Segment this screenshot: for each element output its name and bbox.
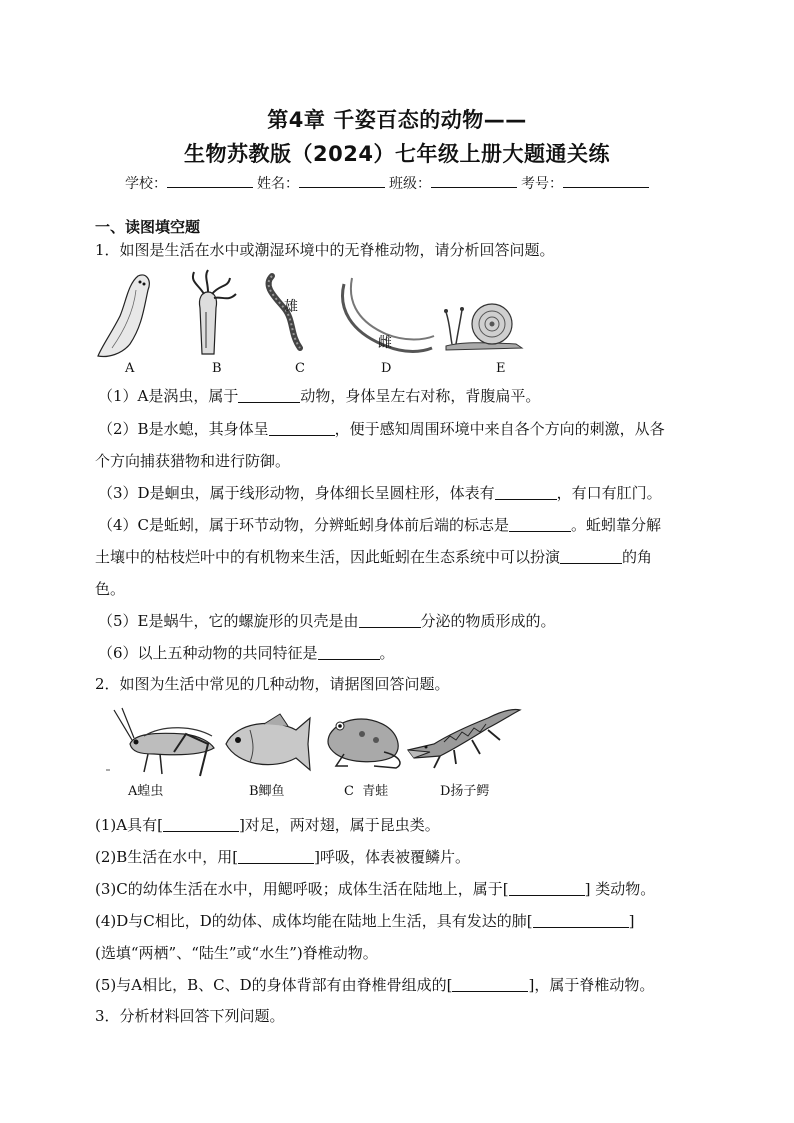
page-subtitle: 生物苏教版（2024）七年级上册大题通关练 bbox=[184, 142, 610, 166]
q2-part-3: (3)C的幼体生活在水中，用鳃呼吸；成体生活在陆地上，属于[ ] 类动物。 bbox=[95, 880, 656, 898]
class-field[interactable] bbox=[431, 173, 517, 188]
flatworm-drawing bbox=[98, 275, 149, 357]
invertebrates-figure bbox=[90, 268, 530, 368]
frog-drawing bbox=[328, 719, 400, 768]
question-2-stem: 2．如图为生活中常见的几种动物，请据图回答问题。 bbox=[95, 675, 450, 693]
exam-number-field[interactable] bbox=[563, 173, 649, 188]
answer-blank[interactable] bbox=[163, 817, 239, 832]
q1-part-3: （3）D是蛔虫，属于线形动物，身体细长呈圆柱形，体表有 ，有口有肛门。 bbox=[98, 484, 662, 502]
page-title: 第4章 千姿百态的动物—— bbox=[267, 108, 527, 132]
figure-label-c: C bbox=[295, 361, 305, 376]
answer-blank[interactable] bbox=[560, 549, 622, 564]
grasshopper-drawing bbox=[106, 708, 214, 776]
answer-blank[interactable] bbox=[509, 881, 585, 896]
q1-part-5: （5）E是蜗牛，它的螺旋形的贝壳是由 分泌的物质形成的。 bbox=[98, 612, 556, 630]
figure-label-e: E bbox=[496, 361, 506, 376]
q2-part-4: (4)D与C相比，D的幼体、成体均能在陆地上生活，具有发达的肺[ ] bbox=[95, 912, 635, 930]
figure-label-alligator: D扬子鳄 bbox=[440, 784, 490, 799]
q1-part-2-cont: 个方向捕获猎物和进行防御。 bbox=[95, 452, 291, 470]
q1-part-2: （2）B是水螅，其身体呈 ，便于感知周围环境中来自各个方向的刺激，从各 bbox=[98, 420, 665, 438]
name-field[interactable] bbox=[299, 173, 385, 188]
exam-number-label: 考号： bbox=[521, 176, 563, 192]
class-label: 班级： bbox=[389, 176, 431, 192]
q1-part-4-end: 色。 bbox=[95, 580, 126, 598]
figure-label-a: A bbox=[125, 361, 135, 376]
answer-blank[interactable] bbox=[452, 977, 528, 992]
figure-label-b: B bbox=[212, 361, 222, 376]
q2-part-4-cont: (选填“两栖”、“陆生”或“水生”)脊椎动物。 bbox=[95, 944, 378, 962]
q2-part-5: (5)与A相比，B、C、D的身体背部有由脊椎骨组成的[ ]，属于脊椎动物。 bbox=[95, 976, 655, 994]
figure-label-d: D bbox=[381, 361, 392, 376]
alligator-drawing bbox=[408, 709, 520, 768]
name-label: 姓名： bbox=[257, 176, 299, 192]
school-field[interactable] bbox=[167, 173, 253, 188]
question-3-stem: 3．分析材料回答下列问题。 bbox=[95, 1007, 285, 1025]
answer-blank[interactable] bbox=[533, 913, 629, 928]
snail-drawing bbox=[444, 304, 522, 350]
answer-blank[interactable] bbox=[238, 849, 314, 864]
section-heading: 一、读图填空题 bbox=[95, 218, 201, 236]
answer-blank[interactable] bbox=[359, 613, 421, 628]
female-mark: 雌 bbox=[378, 335, 392, 351]
crucian-carp-drawing bbox=[226, 714, 310, 770]
answer-blank[interactable] bbox=[509, 517, 571, 532]
hydra-drawing bbox=[193, 270, 236, 354]
figure-label-frog: C 青蛙 bbox=[344, 784, 389, 799]
school-label: 学校： bbox=[125, 176, 167, 192]
q2-part-2: (2)B生活在水中，用[ ]呼吸，体表被覆鳞片。 bbox=[95, 848, 470, 866]
figure-label-carp: B鲫鱼 bbox=[249, 784, 285, 799]
answer-blank[interactable] bbox=[495, 485, 557, 500]
q1-part-6: （6）以上五种动物的共同特征是 。 bbox=[98, 644, 395, 662]
figure-label-locust: A蝗虫 bbox=[128, 784, 164, 799]
q2-part-1: (1)A具有[ ]对足，两对翅，属于昆虫类。 bbox=[95, 816, 440, 834]
q1-part-4: （4）C是蚯蚓，属于环节动物，分辨蚯蚓身体前后端的标志是 。蚯蚓靠分解 bbox=[98, 516, 662, 534]
vertebrates-figure bbox=[104, 704, 524, 782]
answer-blank[interactable] bbox=[269, 421, 335, 436]
answer-blank[interactable] bbox=[238, 388, 300, 403]
question-1-stem: 1．如图是生活在水中或潮湿环境中的无脊椎动物，请分析回答问题。 bbox=[95, 241, 555, 259]
q1-part-4-cont: 土壤中的枯枝烂叶中的有机物来生活，因此蚯蚓在生态系统中可以扮演 的角 bbox=[95, 548, 653, 566]
male-mark: 雄 bbox=[284, 299, 298, 315]
q1-part-1: （1）A是涡虫，属于 动物，身体呈左右对称，背腹扁平。 bbox=[98, 387, 541, 405]
answer-blank[interactable] bbox=[318, 645, 380, 660]
student-info-row bbox=[125, 173, 653, 193]
